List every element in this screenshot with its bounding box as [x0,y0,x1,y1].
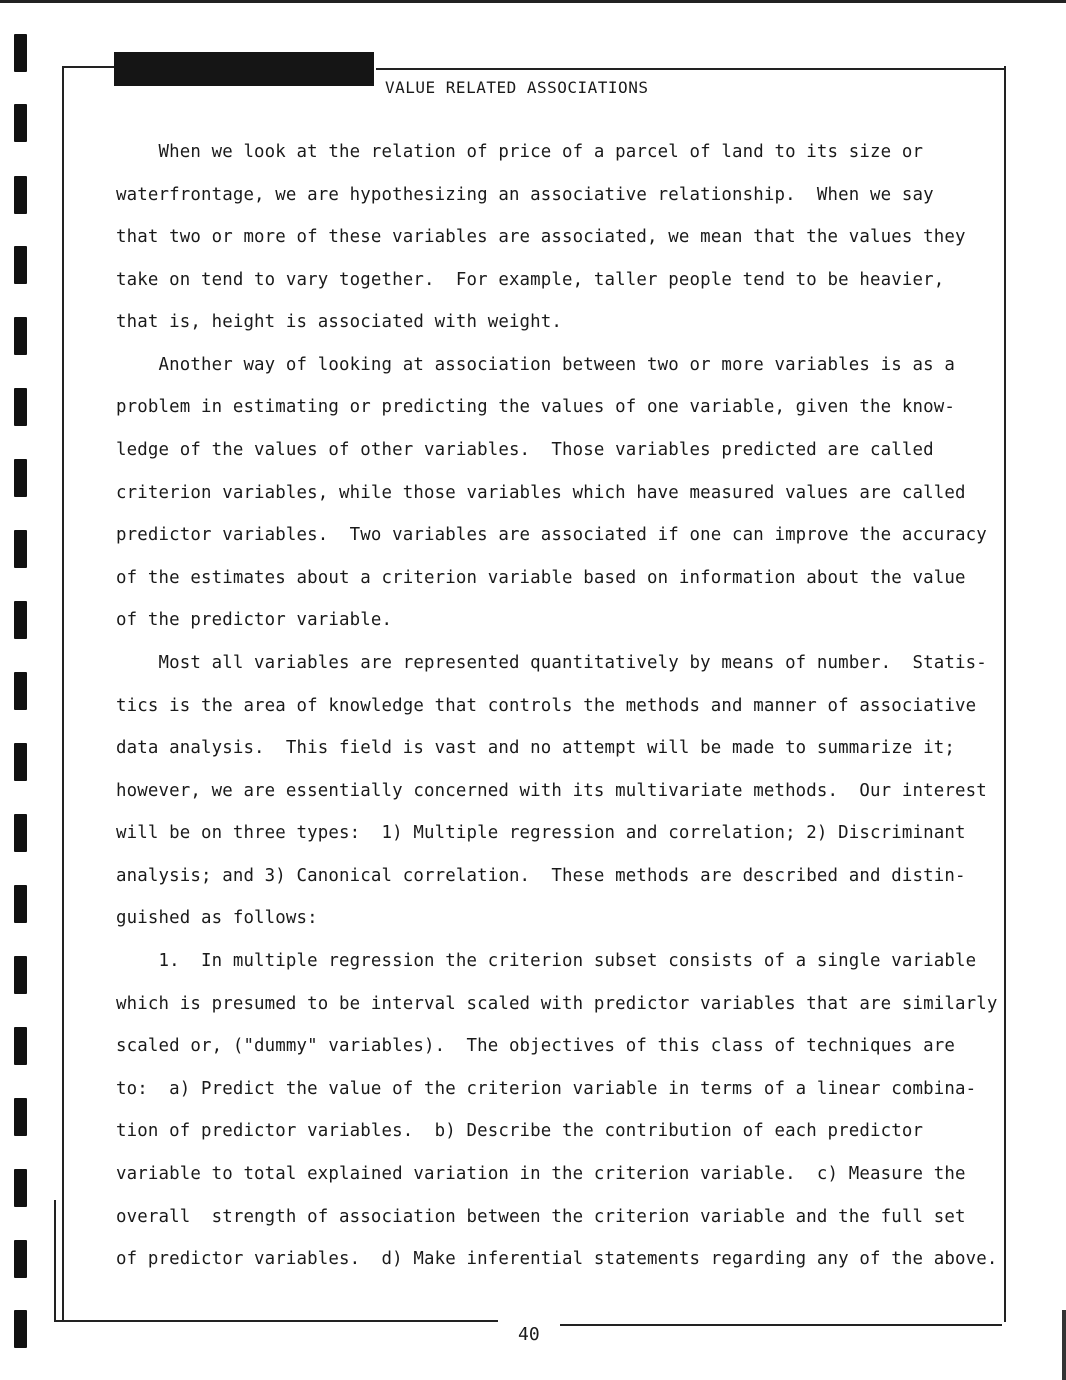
binding-mark [14,530,27,568]
text-line: problem in estimating or predicting the values of one variable, given the know- [116,397,955,417]
binding-mark [14,176,27,214]
binding-mark [14,459,27,497]
text-line: variable to total explained variation in the criterion variable. c) Measure the [116,1164,966,1184]
section-title: VALUE RELATED ASSOCIATIONS [385,78,649,97]
text-line: analysis; and 3) Canonical correlation. These methods are described and distin- [116,866,966,886]
binding-mark [14,601,27,639]
frame-rule [560,1324,1002,1326]
binding-mark [14,388,27,426]
text-line: will be on three types: 1) Multiple regression and correlation; 2) Discriminant [116,823,966,843]
binding-mark [14,956,27,994]
binding-mark [14,885,27,923]
text-line: of the estimates about a criterion variable based on information about the value [116,568,966,588]
frame-rule [54,1320,498,1322]
text-line: waterfrontage, we are hypothesizing an associative relationship. When we say [116,185,934,205]
text-line: When we look at the relation of price of a parcel of land to its size or [116,142,924,162]
binding-mark [14,1310,27,1348]
scan-right-edge [1062,1310,1066,1380]
header-black-tab [114,52,374,86]
text-line: that is, height is associated with weight. [116,312,563,332]
text-line: Most all variables are represented quantitatively by means of number. Statis- [116,653,987,673]
text-line: which is presumed to be interval scaled with predictor variables that are similarly [116,994,998,1014]
text-line: ledge of the values of other variables. Those variables predicted are called [116,440,934,460]
text-line: of the predictor variable. [116,610,393,630]
text-line: data analysis. This field is vast and no attempt will be made to summarize it; [116,738,955,758]
binding-mark [14,672,27,710]
binding-mark [14,104,27,142]
frame-rule [54,1200,56,1322]
text-line: that two or more of these variables are associated, we mean that the values they [116,227,966,247]
text-line: tion of predictor variables. b) Describe the contribution of each predictor [116,1121,924,1141]
text-line: overall strength of association between the criterion variable and the full set [116,1207,966,1227]
text-line: however, we are essentially concerned with its multivariate methods. Our interest [116,781,987,801]
binding-mark [14,34,27,72]
binding-mark [14,1169,27,1207]
binding-mark [14,1027,27,1065]
text-line: take on tend to vary together. For example, taller people tend to be heavier, [116,270,945,290]
binding-mark [14,246,27,284]
frame-rule [62,66,114,68]
text-line: Another way of looking at association between two or more variables is as a [116,355,955,375]
page-number: 40 [518,1324,540,1345]
binding-mark [14,317,27,355]
binding-mark [14,814,27,852]
text-line: criterion variables, while those variables which have measured values are called [116,483,966,503]
text-line: predictor variables. Two variables are associated if one can improve the accuracy [116,525,987,545]
text-line: guished as follows: [116,908,318,928]
text-line: of predictor variables. d) Make inferential statements regarding any of the above. [116,1249,998,1269]
binding-mark [14,1240,27,1278]
frame-rule [376,68,1004,70]
text-line: tics is the area of knowledge that controls the methods and manner of associative [116,696,977,716]
binding-mark [14,743,27,781]
text-line: scaled or, ("dummy" variables). The objectives of this class of techniques are [116,1036,955,1056]
text-line: to: a) Predict the value of the criterion variable in terms of a linear combina- [116,1079,977,1099]
binding-mark [14,1098,27,1136]
scan-top-edge [0,0,1066,3]
text-line: 1. In multiple regression the criterion subset consists of a single variable [116,951,977,971]
